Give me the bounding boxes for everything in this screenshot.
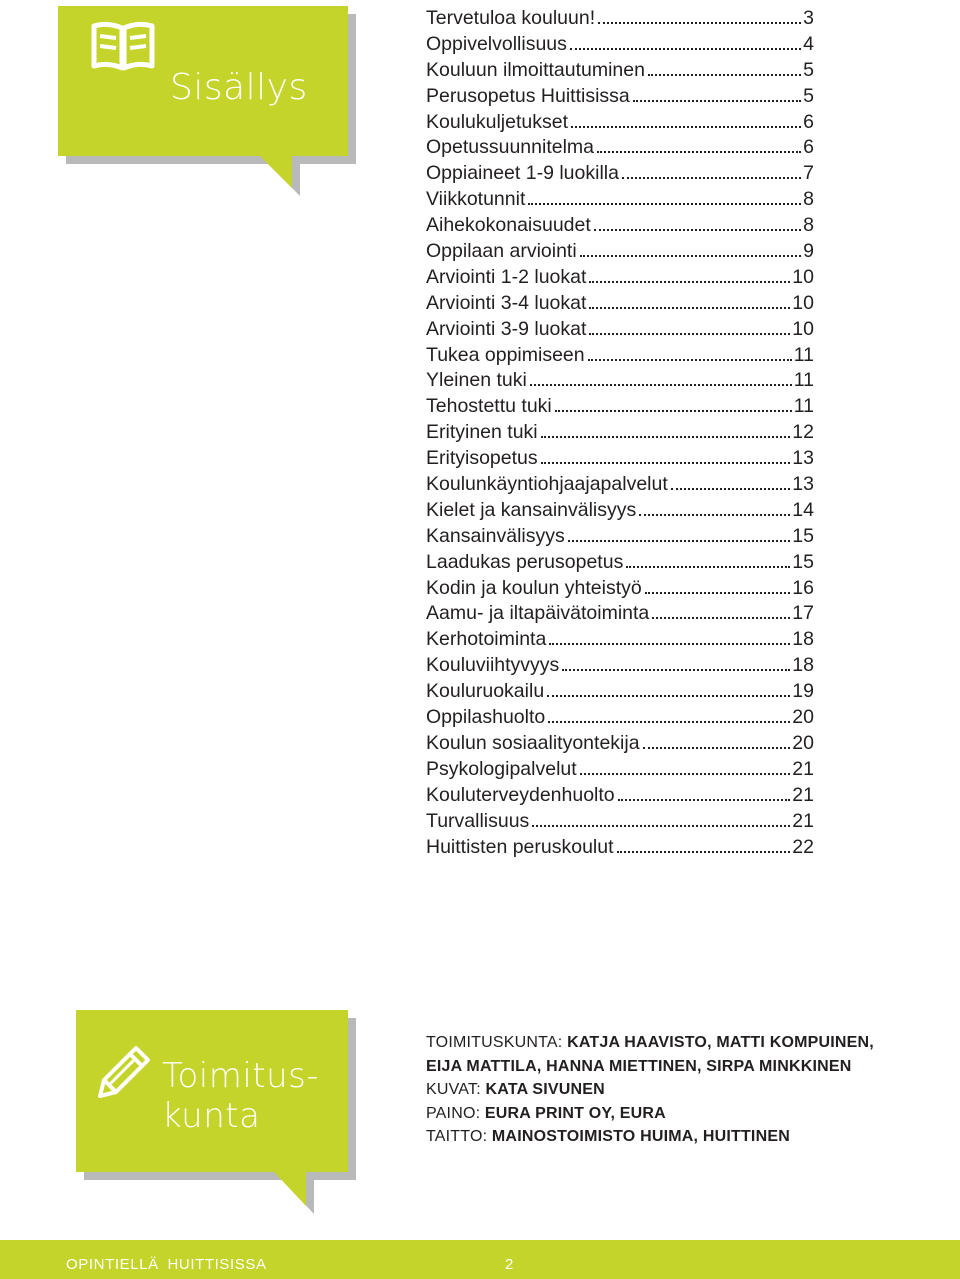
toc-heading-panel bbox=[0, 0, 360, 200]
dot-leader bbox=[548, 721, 790, 723]
toc-entry[interactable] bbox=[426, 84, 814, 110]
toc-entry-title: Oppilashuolto bbox=[426, 706, 546, 729]
toc-heading: Sisällys bbox=[170, 67, 308, 108]
toc-entry-page: 20 bbox=[792, 706, 814, 729]
toc-entry-page: 18 bbox=[792, 628, 814, 651]
dot-leader bbox=[648, 74, 801, 76]
toc-entry-page: 9 bbox=[803, 240, 814, 263]
dot-leader bbox=[568, 540, 791, 542]
toc-entry[interactable] bbox=[426, 576, 814, 602]
pencil-icon bbox=[90, 1040, 156, 1106]
dot-leader bbox=[643, 747, 791, 749]
toc-entry[interactable] bbox=[426, 135, 814, 161]
dot-leader bbox=[532, 825, 790, 827]
dot-leader bbox=[639, 514, 790, 516]
credit-label: KUVAT: bbox=[426, 1081, 486, 1098]
toc-entry[interactable] bbox=[426, 472, 814, 498]
toc-entry[interactable] bbox=[426, 679, 814, 705]
toc-entry-title: Tervetuloa kouluun! bbox=[426, 7, 596, 29]
dot-leader bbox=[597, 151, 801, 153]
toc-entry-title: Koulunkäyntiohjaajapalvelut bbox=[426, 473, 668, 496]
credit-value: KATJA HAAVISTO, MATTI KOMPUINEN, bbox=[567, 1034, 874, 1051]
toc-entry-title: Aamu- ja iltapäivätoiminta bbox=[426, 602, 650, 625]
toc-entry-page: 20 bbox=[792, 731, 814, 754]
toc-entry-page: 8 bbox=[803, 214, 814, 237]
editorial-heading-line1: Toimitus- bbox=[162, 1056, 320, 1096]
toc-entry[interactable] bbox=[426, 110, 814, 136]
credits-block bbox=[426, 1031, 946, 1149]
dot-leader bbox=[594, 229, 801, 231]
toc-entry[interactable] bbox=[426, 731, 814, 757]
toc-entry-title: Tehostettu tuki bbox=[426, 395, 552, 418]
credit-line bbox=[426, 1078, 946, 1102]
toc-entry-title: Oppivelvollisuus bbox=[426, 32, 567, 55]
toc-entry-title: Koulukuljetukset bbox=[426, 110, 569, 133]
toc-entry[interactable] bbox=[426, 6, 814, 32]
toc-entry-title: Oppiaineet 1-9 luokilla bbox=[426, 162, 619, 185]
toc-entry-page: 4 bbox=[803, 32, 814, 55]
dot-leader bbox=[589, 281, 790, 283]
dot-leader bbox=[633, 100, 801, 102]
dot-leader bbox=[555, 410, 792, 412]
dot-leader bbox=[588, 359, 792, 361]
toc-entry-page: 15 bbox=[792, 524, 814, 547]
toc-entry-page: 21 bbox=[792, 757, 814, 780]
credit-label: TAITTO: bbox=[426, 1128, 492, 1145]
dot-leader bbox=[549, 643, 790, 645]
dot-leader bbox=[541, 436, 791, 438]
toc-entry-title: Kansainvälisyys bbox=[426, 524, 565, 547]
dot-leader bbox=[626, 566, 790, 568]
toc-entry[interactable] bbox=[426, 213, 814, 239]
toc-entry[interactable] bbox=[426, 835, 814, 861]
toc-entry[interactable] bbox=[426, 550, 814, 576]
editorial-heading-panel bbox=[60, 1010, 360, 1220]
toc-entry[interactable] bbox=[426, 627, 814, 653]
footer-bar bbox=[0, 1240, 960, 1279]
toc-entry[interactable] bbox=[426, 809, 814, 835]
toc-entry-page: 13 bbox=[792, 473, 814, 496]
dot-leader bbox=[570, 48, 801, 50]
toc-entry-title: Kouluterveydenhuolto bbox=[426, 783, 615, 806]
dot-leader bbox=[645, 592, 791, 594]
toc-entry[interactable] bbox=[426, 446, 814, 472]
toc-entry-title: Kouluun ilmoittautuminen bbox=[426, 58, 645, 81]
toc-entry[interactable] bbox=[426, 368, 814, 394]
toc-entry[interactable] bbox=[426, 705, 814, 731]
credit-value: MAINOSTOIMISTO HUIMA, HUITTINEN bbox=[491, 1128, 790, 1145]
dot-leader bbox=[617, 851, 791, 853]
toc-entry-page: 8 bbox=[803, 188, 814, 211]
credit-label: PAINO: bbox=[426, 1104, 485, 1122]
credit-line bbox=[426, 1031, 946, 1055]
page-number: 2 bbox=[505, 1256, 514, 1273]
dot-leader bbox=[580, 773, 791, 775]
toc-entry-title: Arviointi 3-9 luokat bbox=[426, 317, 587, 340]
toc-entry-title: Tukea oppimiseen bbox=[426, 343, 585, 366]
toc-entry-title: Opetussuunnitelma bbox=[426, 136, 595, 159]
credit-value: EURA PRINT OY, EURA bbox=[484, 1104, 666, 1122]
toc-entry-page: 22 bbox=[792, 835, 814, 858]
toc-entry-title: Arviointi 1-2 luokat bbox=[426, 265, 587, 288]
toc-entry-title: Yleinen tuki bbox=[426, 369, 527, 392]
toc-entry-title: Perusopetus Huittisissa bbox=[426, 84, 630, 107]
toc-entry-page: 11 bbox=[793, 369, 814, 392]
dot-leader bbox=[598, 22, 801, 24]
toc-entry-title: Kouluviihtyvyys bbox=[426, 654, 560, 677]
toc-entry[interactable] bbox=[426, 343, 814, 369]
toc-entry-page: 17 bbox=[792, 602, 814, 625]
dot-leader bbox=[547, 695, 790, 697]
toc-entry-page: 18 bbox=[792, 654, 814, 677]
toc-entry-title: Laadukas perusopetus bbox=[426, 550, 624, 573]
toc-entry-page: 13 bbox=[792, 447, 814, 470]
dot-leader bbox=[589, 333, 790, 335]
dot-leader bbox=[571, 126, 801, 128]
toc-entry[interactable] bbox=[426, 317, 814, 343]
toc-entry-page: 3 bbox=[803, 7, 814, 29]
toc-entry-page: 15 bbox=[792, 550, 814, 573]
editorial-heading bbox=[162, 1056, 319, 1136]
toc-entry[interactable] bbox=[426, 291, 814, 317]
toc-entry-page: 14 bbox=[792, 498, 814, 521]
toc-entry[interactable] bbox=[426, 757, 814, 783]
toc-entry[interactable] bbox=[426, 498, 814, 524]
toc-entry[interactable] bbox=[426, 161, 814, 187]
credit-line bbox=[426, 1102, 946, 1126]
book-icon bbox=[88, 20, 158, 74]
toc-entry-page: 6 bbox=[803, 110, 814, 133]
toc-entry-title: Arviointi 3-4 luokat bbox=[426, 291, 587, 314]
toc-entry-page: 7 bbox=[803, 162, 814, 185]
toc-entry-page: 11 bbox=[793, 343, 814, 366]
toc-entry-title: Erityinen tuki bbox=[426, 421, 538, 444]
footer-title: OPINTIELLÄ HUITTISISSA bbox=[66, 1256, 267, 1273]
dot-leader bbox=[652, 617, 790, 619]
toc-entry-title: Viikkotunnit bbox=[426, 188, 526, 211]
toc-entry-page: 5 bbox=[803, 58, 814, 81]
toc-entry-title: Kouluruokailu bbox=[426, 680, 545, 703]
credit-line bbox=[426, 1055, 946, 1079]
editorial-heading-line2: kunta bbox=[162, 1096, 261, 1136]
toc-entry-title: Aihekokonaisuudet bbox=[426, 214, 591, 237]
toc-entry-page: 10 bbox=[792, 265, 814, 288]
toc-entry[interactable] bbox=[426, 265, 814, 291]
toc-entry-title: Kielet ja kansainvälisyys bbox=[426, 498, 637, 521]
dot-leader bbox=[589, 307, 790, 309]
dot-leader bbox=[622, 177, 801, 179]
toc-entry-title: Erityisopetus bbox=[426, 447, 538, 470]
toc-entry-page: 19 bbox=[792, 680, 814, 703]
toc-entry-title: Kerhotoiminta bbox=[426, 628, 547, 651]
toc-entry-page: 11 bbox=[793, 395, 814, 418]
toc-entry-title: Koulun sosiaalityontekija bbox=[426, 731, 640, 754]
toc-entry-page: 6 bbox=[803, 136, 814, 159]
toc-entry[interactable] bbox=[426, 58, 814, 84]
credit-value: KATA SIVUNEN bbox=[485, 1081, 605, 1098]
credit-label: TOIMITUSKUNTA: bbox=[426, 1034, 568, 1051]
toc-entry[interactable] bbox=[426, 32, 814, 58]
toc-entry-page: 10 bbox=[792, 291, 814, 314]
toc-entry[interactable] bbox=[426, 394, 814, 420]
dot-leader bbox=[671, 488, 791, 490]
dot-leader bbox=[541, 462, 791, 464]
toc-entry-page: 10 bbox=[792, 317, 814, 340]
credit-line bbox=[426, 1125, 946, 1149]
toc-entry[interactable] bbox=[426, 653, 814, 679]
toc-entry-title: Kodin ja koulun yhteistyö bbox=[426, 576, 642, 599]
toc-entry[interactable] bbox=[426, 187, 814, 213]
table-of-contents bbox=[426, 6, 814, 860]
toc-entry-page: 16 bbox=[792, 576, 814, 599]
dot-leader bbox=[618, 799, 791, 801]
toc-entry-title: Psykologipalvelut bbox=[426, 757, 577, 780]
dot-leader bbox=[580, 255, 801, 257]
toc-entry-title: Huittisten peruskoulut bbox=[426, 835, 614, 858]
toc-entry-page: 21 bbox=[792, 809, 814, 832]
toc-entry[interactable] bbox=[426, 420, 814, 446]
toc-entry[interactable] bbox=[426, 783, 814, 809]
credit-value: EIJA MATTILA, HANNA MIETTINEN, SIRPA MINKKINEN bbox=[426, 1057, 852, 1075]
toc-entry[interactable] bbox=[426, 601, 814, 627]
toc-entry-page: 5 bbox=[803, 84, 814, 107]
toc-entry-title: Turvallisuus bbox=[426, 809, 530, 832]
dot-leader bbox=[562, 669, 790, 671]
dot-leader bbox=[528, 203, 801, 205]
toc-entry[interactable] bbox=[426, 239, 814, 265]
toc-entry-page: 21 bbox=[792, 783, 814, 806]
dot-leader bbox=[530, 384, 792, 386]
toc-entry-page: 12 bbox=[792, 421, 814, 444]
toc-entry-title: Oppilaan arviointi bbox=[426, 240, 577, 263]
toc-entry[interactable] bbox=[426, 524, 814, 550]
